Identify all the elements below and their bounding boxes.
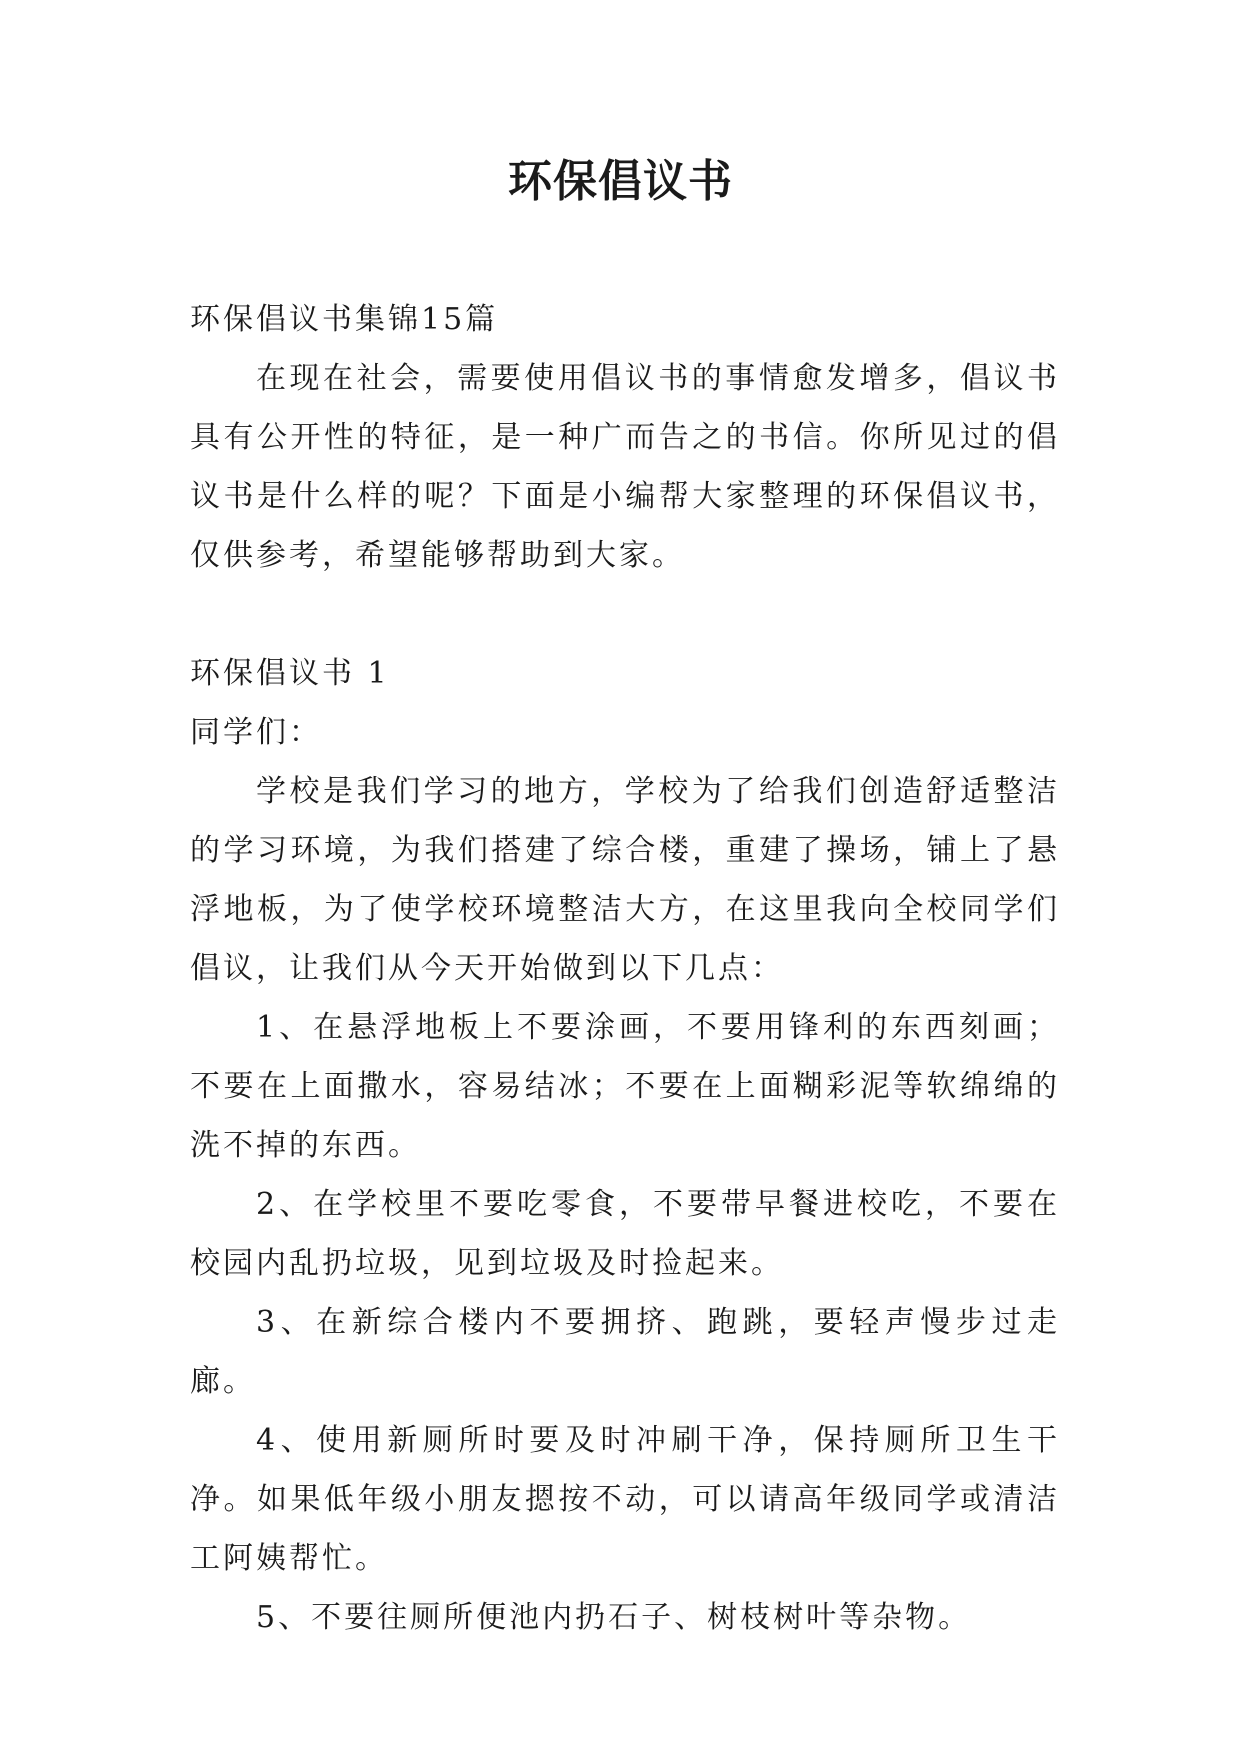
salutation: 同学们： [190,715,322,750]
intro-paragraph: 在现在社会，需要使用倡议书的事情愈发增多，倡议书具有公开性的特征，是一种广而告之的书信。你所见过的倡议书是什么样的呢？下面是小编帮大家整理的环保倡议书，仅供参考，希望能够帮助到大家。 [190,361,1060,573]
body-paragraph: 学校是我们学习的地方，学校为了给我们创造舒适整洁的学习环境，为我们搭建了综合楼，重建了操场，铺上了悬浮地板，为了使学校环境整洁大方，在这里我向全校同学们倡议，让我们从今天开始做到以下几点： [190,774,1060,986]
list-item-5: 5、不要往厕所便池内扔石子、树枝树叶等杂物。 [256,1600,972,1635]
list-item-2: 2、在学校里不要吃零食，不要带早餐进校吃，不要在校园内乱扔垃圾，见到垃圾及时捡起来。 [190,1187,1060,1281]
collection-subtitle: 环保倡议书集锦15篇 [190,302,499,337]
list-item-3: 3、在新综合楼内不要拥挤、跑跳，要轻声慢步过走廊。 [190,1305,1060,1399]
document-body [190,290,1060,1647]
list-item-4: 4、使用新厕所时要及时冲刷干净，保持厕所卫生干净。如果低年级小朋友摁按不动，可以请高年级同学或清洁工阿姨帮忙。 [190,1423,1060,1576]
list-item-1: 1、在悬浮地板上不要涂画，不要用锋利的东西刻画；不要在上面撒水，容易结冰；不要在上面糊彩泥等软绵绵的洗不掉的东西。 [190,1010,1060,1163]
section-heading: 环保倡议书 1 [190,656,390,691]
document-title: 环保倡议书 [508,156,733,207]
